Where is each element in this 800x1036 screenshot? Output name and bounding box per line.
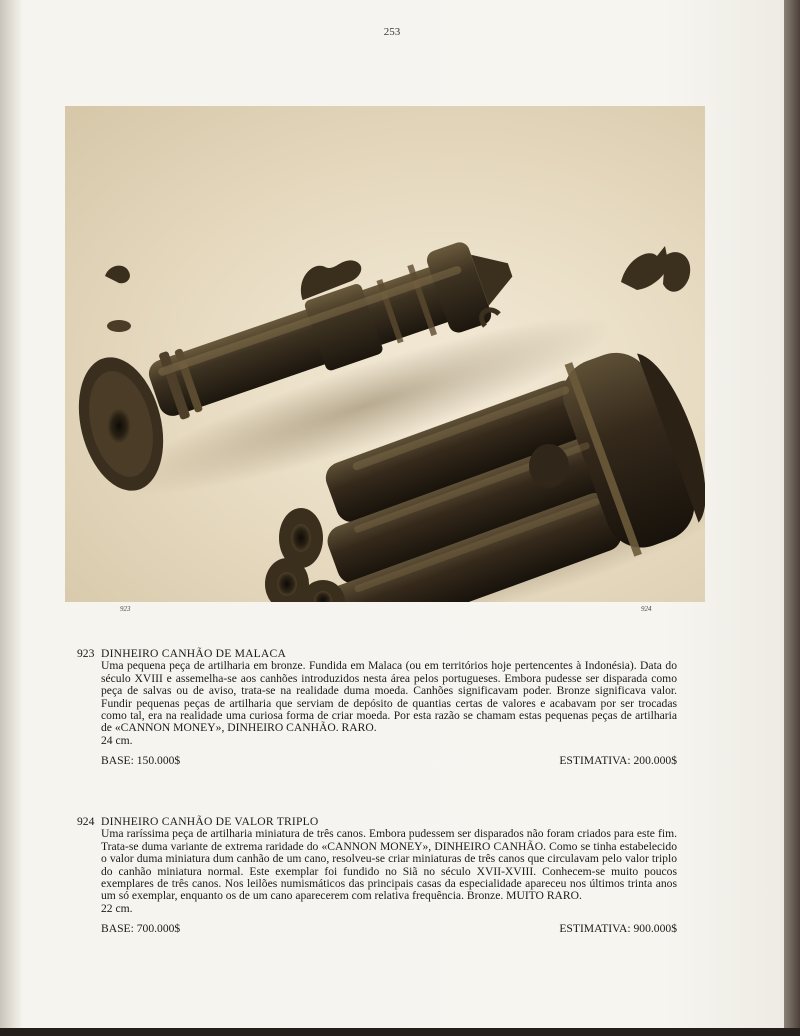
lot-title: DINHEIRO CANHÃO DE MALACA (101, 647, 287, 660)
lot-description: Uma pequena peça de artilharia em bronze. Fundida em Malaca (ou em territórios hoje pertencentes à Indonésia). Data do século XVIII e assemelha-se aos canhões introduzidos nesta área pelos portugueses. Embora pudesse ser disparada como peça de salvas ou de aviso, trata-se na realidade duma moeda. Canhões significavam poder. Bronze significava valor. Fundir pequenas peças de artilharia que serviam de depósito de quantias certas de valores e acabavam por ser trocadas como tal, era na realidade uma curiosa forma de criar moeda. Por esta razão se chamam estas pequenas peças de artilharia de «CANNON MONEY», DINHEIRO CANHÃO. RARO. (101, 659, 677, 735)
lot-924 (77, 816, 677, 936)
cannon-photo (65, 106, 705, 602)
lot-base-price: BASE: 150.000$ (101, 754, 181, 768)
lot-title: DINHEIRO CANHÃO DE VALOR TRIPLO (101, 815, 319, 828)
lot-number: 924 (77, 815, 95, 828)
photo-caption-924: 924 (641, 605, 652, 613)
lot-estimate: ESTIMATIVA: 900.000$ (559, 922, 677, 936)
lot-923 (77, 648, 677, 768)
book-edge (784, 0, 800, 1036)
photo-caption-923: 923 (120, 605, 131, 613)
book-gutter (0, 0, 22, 1028)
book-bottom-edge (0, 1028, 800, 1036)
cannon-illustration (65, 106, 705, 602)
page-number: 253 (383, 26, 401, 38)
lot-size: 24 cm. (101, 733, 133, 747)
lot-base-price: BASE: 700.000$ (101, 922, 181, 936)
lot-size: 22 cm. (101, 901, 133, 915)
lot-estimate: ESTIMATIVA: 200.000$ (559, 754, 677, 768)
lot-description: Uma raríssima peça de artilharia miniatura de três canos. Embora pudessem ser disparados não foram criados para este fim. Trata-se duma variante de extrema raridade do «CANNON MONEY», DINHEIRO CANHÃO. Como se tinha estabelecido o valor duma miniatura dum canhão de um cano, resolveu-se criar miniaturas de três canos que circulavam pelo valor triplo do canhão miniatura normal. Este exemplar foi fundido no Siã no século XVII-XVIII. Conhecem-se muito poucos exemplares de três canos. Nos leilões numismáticos das principais casas da especialidade apareceu nos últimos trinta anos um só exemplar, enquanto os de um cano aparecerem com relativa frequência. Bronze. MUITO RARO. (101, 827, 677, 903)
lot-number: 923 (77, 647, 95, 660)
